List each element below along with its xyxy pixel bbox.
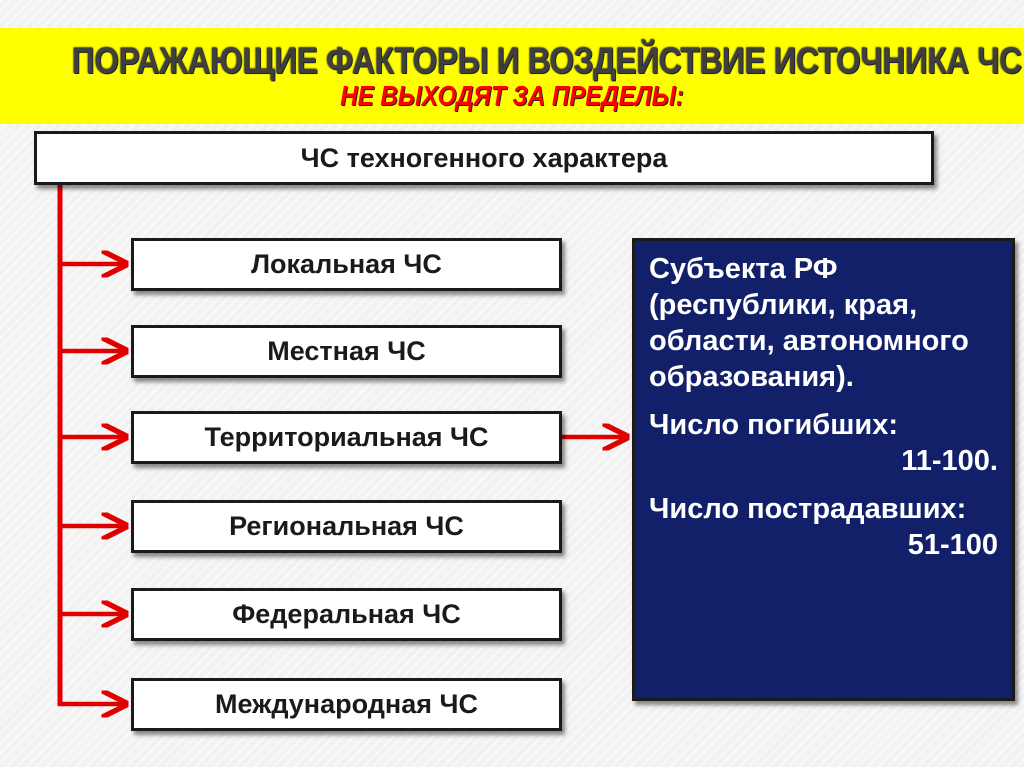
info-description: Субъекта РФ (республики, края, области, автономного образования). <box>649 253 969 393</box>
page-title: ПОРАЖАЮЩИЕ ФАКТОРЫ И ВОЗДЕЙСТВИЕ ИСТОЧНИКА ЧС <box>71 40 1022 81</box>
level-node-mezhdunarodnaya: Международная ЧС <box>131 678 562 731</box>
level-node-mestnaya: Местная ЧС <box>131 325 562 378</box>
level-node-lokalnaya: Локальная ЧС <box>131 238 562 291</box>
injured-label: Число пострадавших: <box>649 493 967 525</box>
level-node-regionalnaya: Региональная ЧС <box>131 500 562 553</box>
level-node-federalnaya: Федеральная ЧС <box>131 588 562 641</box>
root-node: ЧС техногенного характера <box>34 131 934 185</box>
level-node-territorialnaya: Территориальная ЧС <box>131 411 562 464</box>
info-box <box>632 238 1015 701</box>
page-subtitle: НЕ ВЫХОДЯТ ЗА ПРЕДЕЛЫ: <box>340 80 684 111</box>
injured-value: 51-100 <box>907 529 998 561</box>
deaths-value: 11-100. <box>901 445 998 477</box>
deaths-label: Число погибших: <box>649 409 898 441</box>
